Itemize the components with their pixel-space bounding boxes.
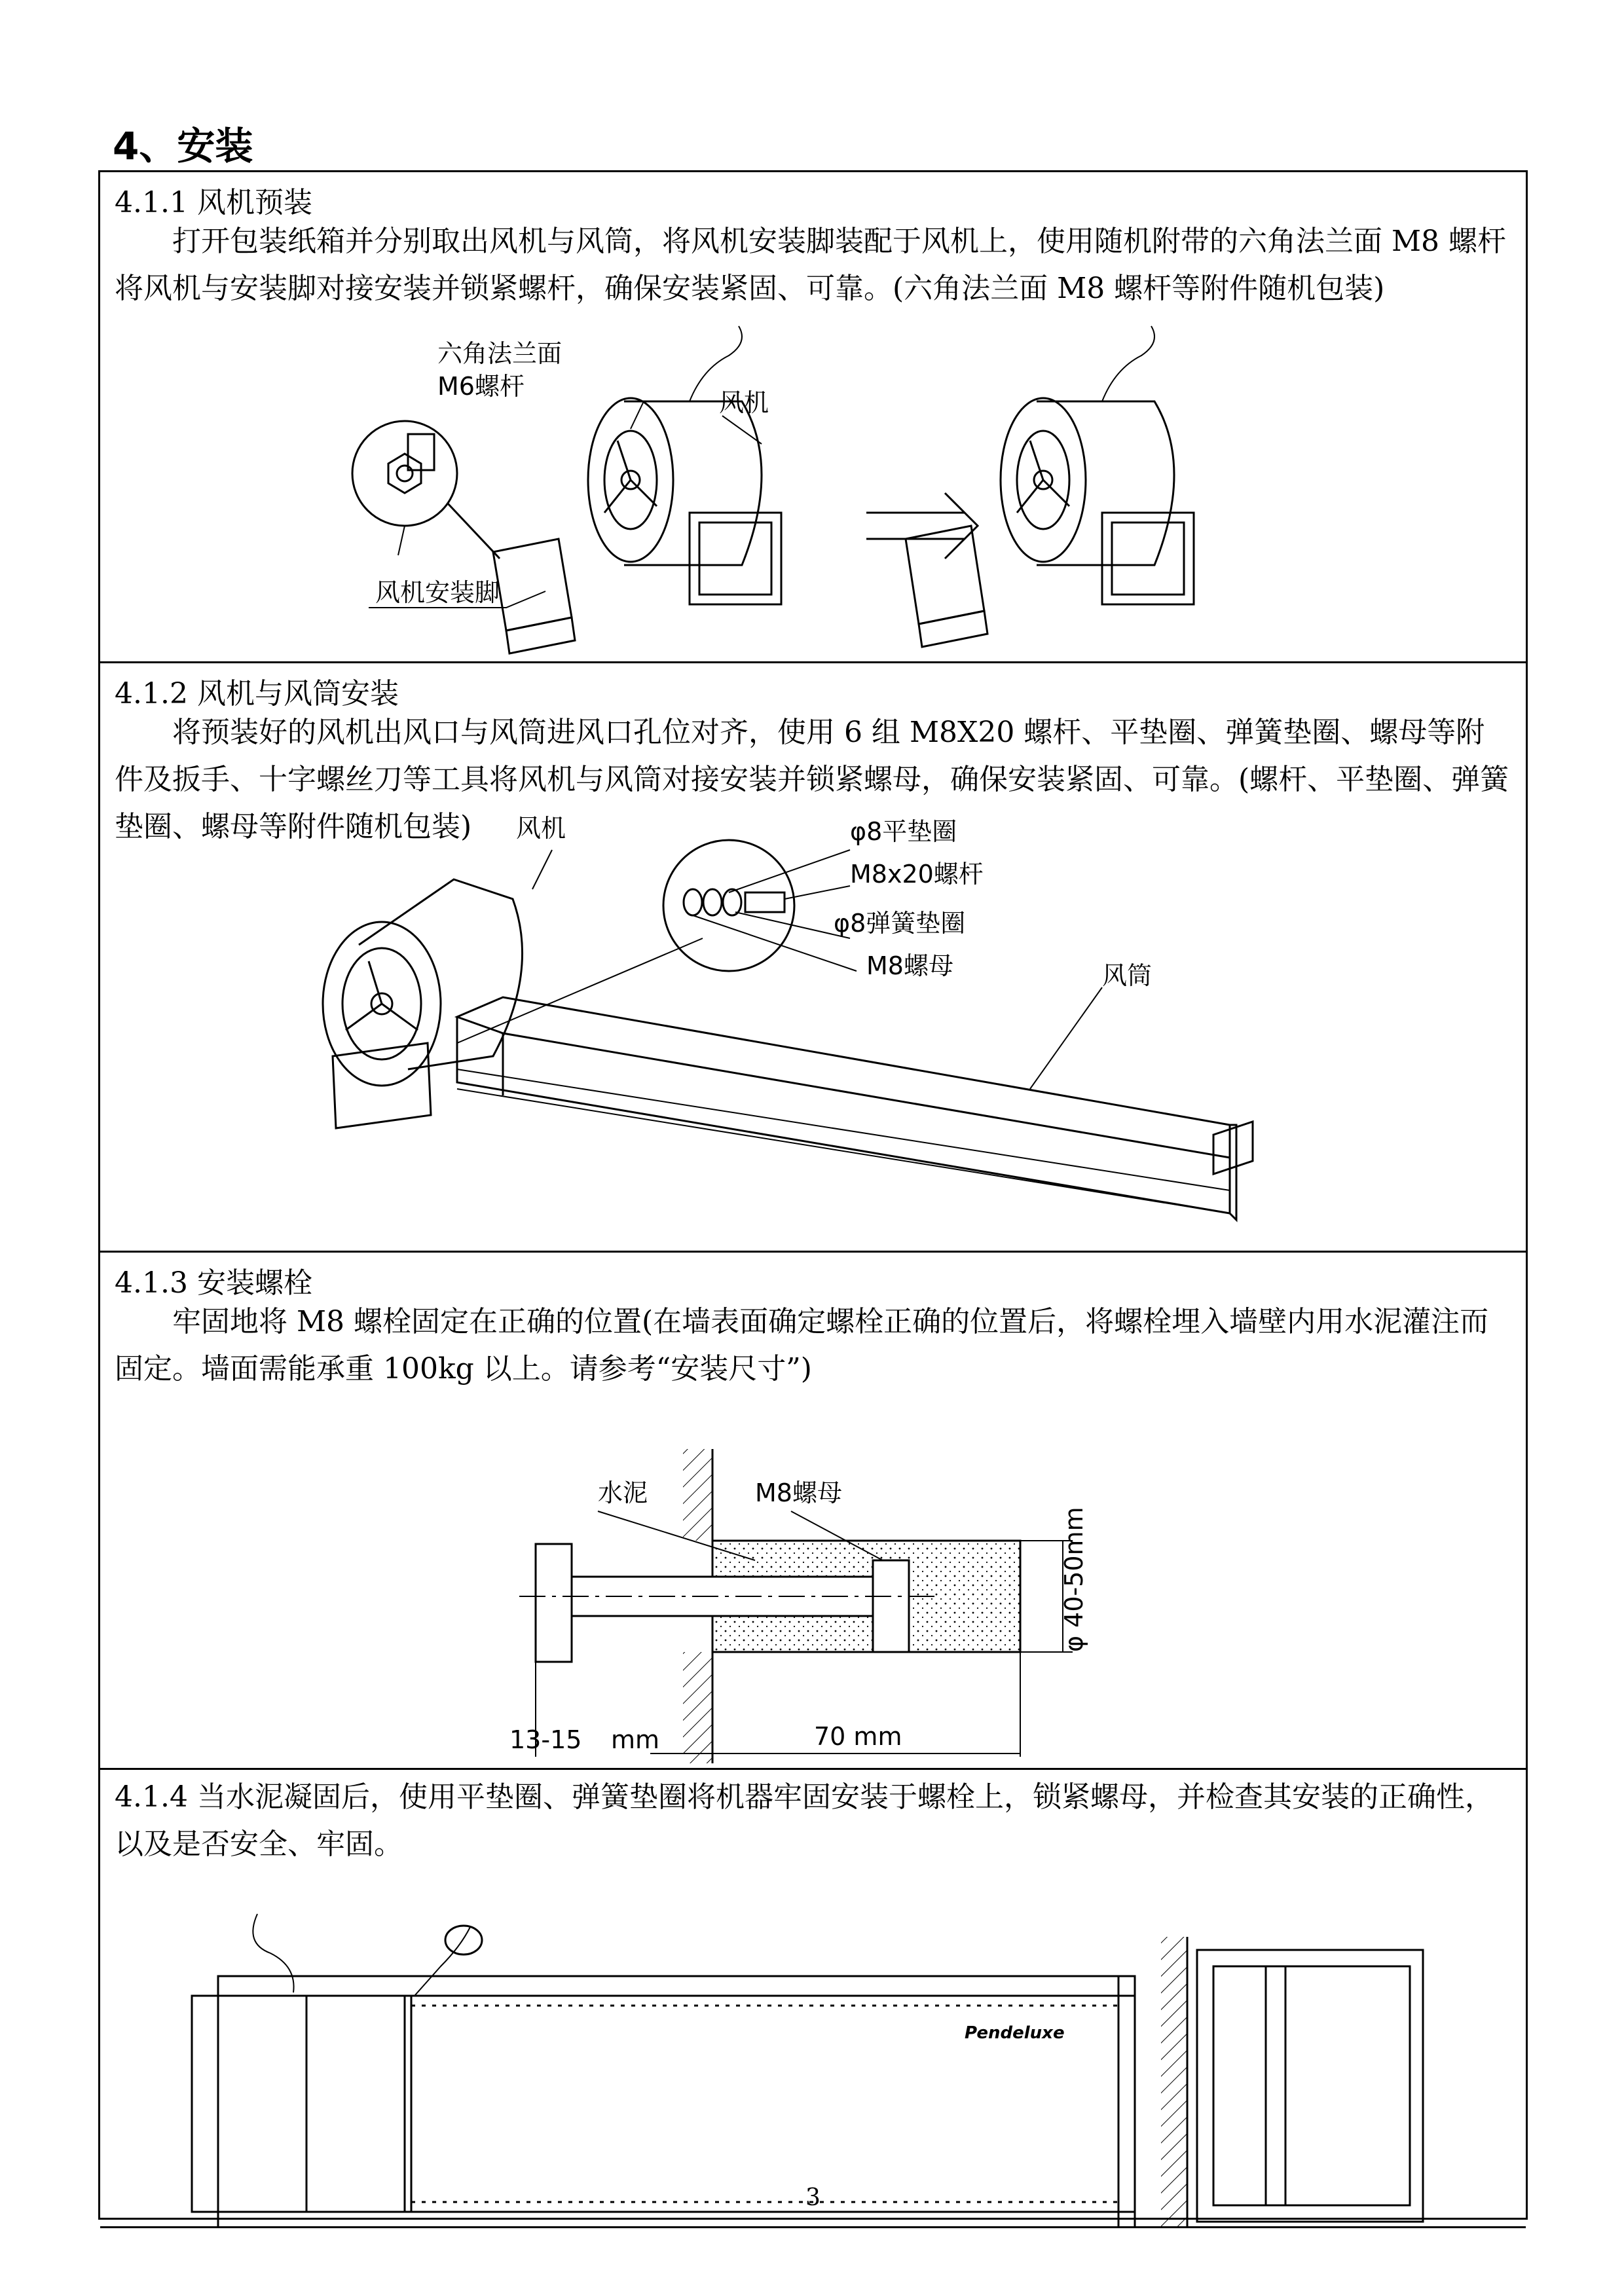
fan-duct-assembly-figure	[100, 663, 1526, 1251]
section-4-1-2	[100, 663, 1526, 1253]
fan-label: 风机	[516, 814, 566, 843]
bolt-label: M8x20螺杆	[850, 860, 984, 889]
section-title: 4.1.1 风机预装	[115, 186, 312, 219]
bolt-label-line1: 六角法兰面	[437, 339, 563, 368]
cement-label: 水泥	[598, 1478, 648, 1507]
bolt-label-line2: M6螺杆	[437, 372, 525, 401]
install-steps-table	[98, 170, 1528, 2220]
section-paragraph: 将预装好的风机出风口与风筒进风口孔位对齐，使用 6 组 M8X20 螺杆、平垫圈、弹簧垫圈、螺母等附件及扳手、十字螺丝刀等工具将风机与风筒对接安装并锁紧螺母，确保安装紧固、可靠。(螺杆、平垫圈、弹簧垫圈、螺母等附件随机包装)	[115, 716, 1509, 843]
depth-dim: 70 mm	[814, 1722, 902, 1751]
protrusion-unit: mm	[611, 1725, 660, 1754]
section-4-1-3	[100, 1253, 1526, 1770]
section-4-1-1	[100, 172, 1526, 663]
nut-label: M8螺母	[866, 951, 953, 980]
section-title: 4.1.2 风机与风筒安装	[115, 677, 399, 710]
section-paragraph: 打开包装纸箱并分别取出风机与风筒，将风机安装脚装配于风机上，使用随机附带的六角法兰面 M8 螺杆将风机与安装脚对接安装并锁紧螺杆，确保安装紧固、可靠。(六角法兰面 M8 螺杆等附件随机包装)	[115, 225, 1507, 305]
protrusion-dim: 13-15	[509, 1725, 582, 1754]
page-heading: 4、安装	[113, 124, 253, 168]
fan-label: 风机	[719, 388, 769, 417]
section-paragraph: 4.1.4 当水泥凝固后，使用平垫圈、弹簧垫圈将机器牢固安装于螺栓上，锁紧螺母，并检查其安装的正确性，以及是否安全、牢固。	[115, 1780, 1494, 1861]
section-4-1-4	[100, 1770, 1526, 2228]
section-title: 4.1.3 安装螺栓	[115, 1266, 312, 1300]
anchor-bolt-figure	[100, 1253, 1526, 1768]
spring-washer-label: φ8弹簧垫圈	[834, 909, 966, 938]
nut-label: M8螺母	[755, 1478, 842, 1507]
foot-label: 风机安装脚	[375, 578, 500, 607]
final-mount-figure	[100, 1770, 1526, 2228]
brand-logo: Pendeluxe	[965, 2023, 1065, 2043]
page-number: 3	[805, 2184, 821, 2211]
section-paragraph: 牢固地将 M8 螺栓固定在正确的位置(在墙表面确定螺栓正确的位置后，将螺栓埋入墙壁内用水泥灌注而固定。墙面需能承重 100kg 以上。请参考“安装尺寸”)	[115, 1305, 1489, 1386]
duct-label: 风筒	[1102, 961, 1153, 990]
fan-preassembly-figure	[100, 172, 1526, 661]
diameter-dim: φ 40-50mm	[1060, 1507, 1088, 1652]
flat-washer-label: φ8平垫圈	[850, 817, 957, 846]
